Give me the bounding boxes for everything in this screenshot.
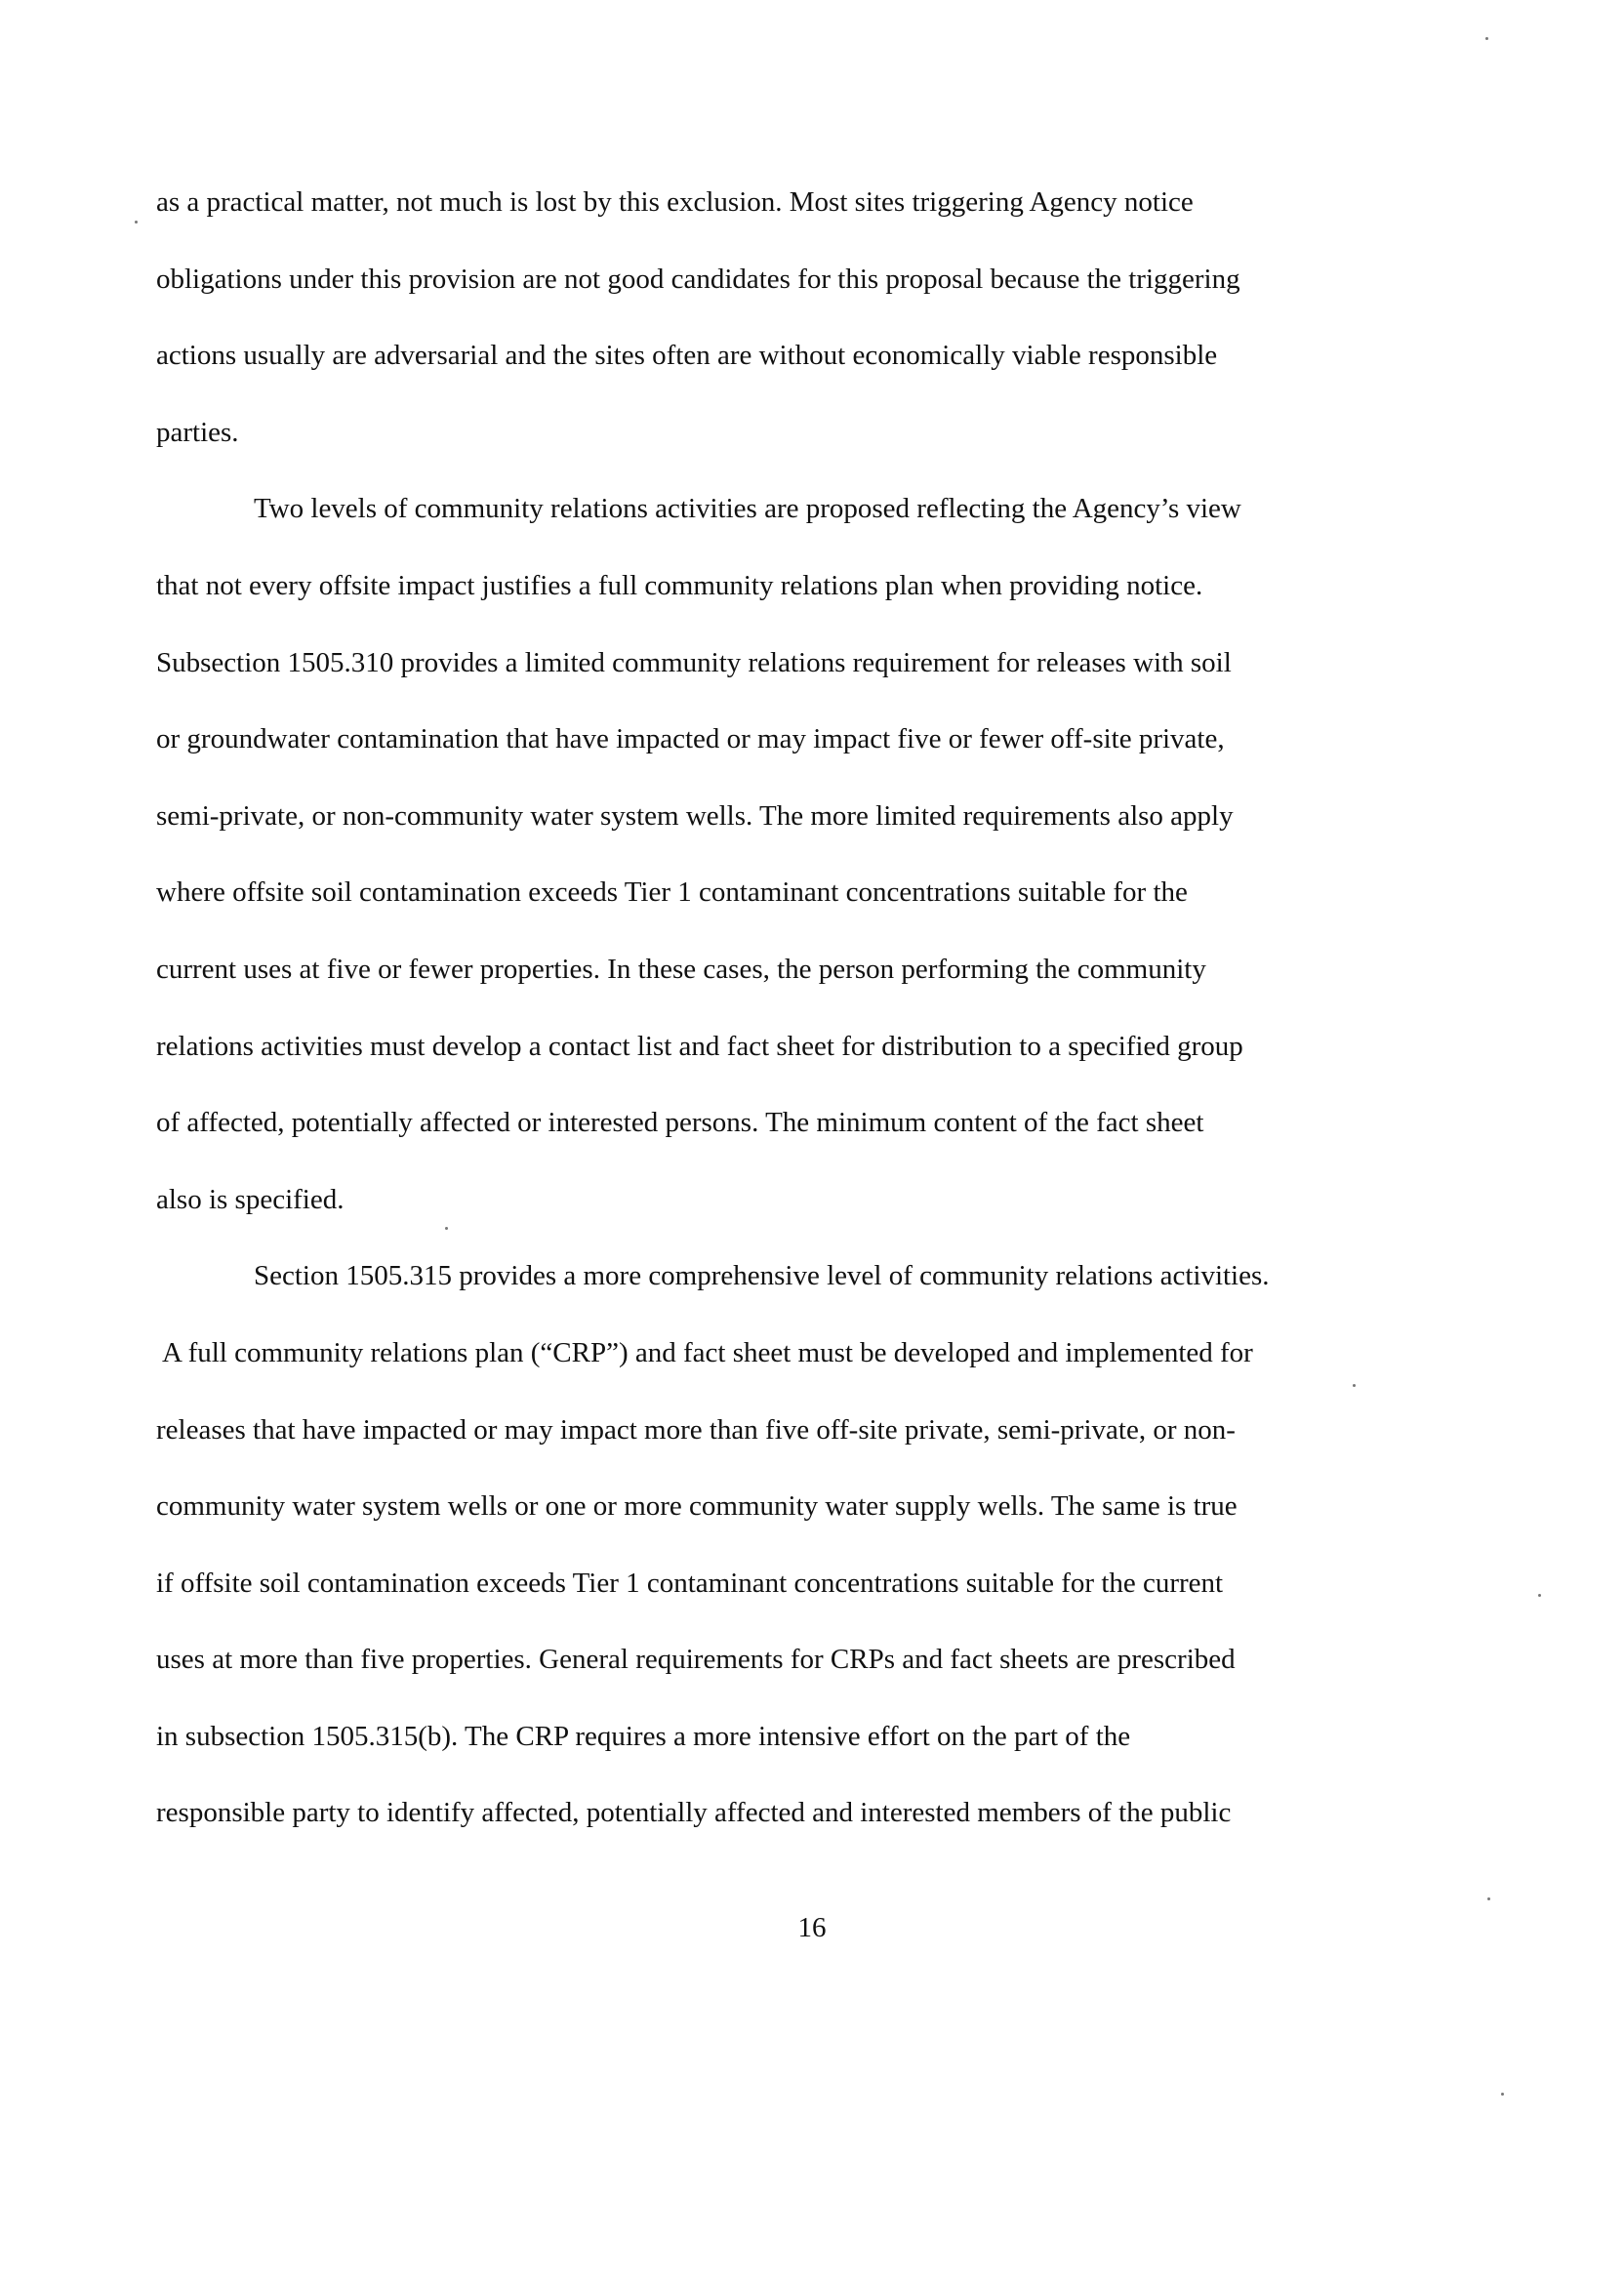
text-line: if offsite soil contamination exceeds Tier 1 contaminant concentrations suitable for the current (156, 1567, 1224, 1599)
text-line: Subsection 1505.310 provides a limited community relations requirement for releases with soil (156, 646, 1232, 678)
text-line: obligations under this provision are not good candidates for this proposal because the triggering (156, 263, 1240, 295)
scan-speck (1485, 37, 1488, 40)
scan-speck (1501, 2093, 1504, 2096)
text-line: relations activities must develop a contact list and fact sheet for distribution to a specified group (156, 1030, 1243, 1062)
text-line: community water system wells or one or more community water supply wells. The same is true (156, 1490, 1238, 1523)
scan-speck (445, 1227, 448, 1230)
text-line: parties. (156, 416, 239, 448)
text-line: A full community relations plan (“CRP”) and fact sheet must be developed and implemented for (162, 1336, 1253, 1368)
scan-speck (1487, 1897, 1490, 1900)
text-line: in subsection 1505.315(b). The CRP requires a more intensive effort on the part of the (156, 1720, 1131, 1752)
text-line: current uses at five or fewer properties. In these cases, the person performing the community (156, 953, 1206, 985)
scan-speck (1353, 1384, 1356, 1387)
text-line: that not every offsite impact justifies a full community relations plan when providing notice. (156, 569, 1203, 601)
paragraph-first-line: Section 1505.315 provides a more comprehensive level of community relations activities. (254, 1260, 1270, 1292)
body-text (156, 164, 1435, 1852)
scan-speck (1538, 1594, 1541, 1597)
text-line: or groundwater contamination that have impacted or may impact five or fewer off-site private, (156, 723, 1225, 755)
text-line: as a practical matter, not much is lost by this exclusion. Most sites triggering Agency notice (156, 186, 1194, 218)
paragraph-first-line: Two levels of community relations activities are proposed reflecting the Agency’s view (254, 493, 1241, 525)
text-line: releases that have impacted or may impact more than five off-site private, semi-private, or non- (156, 1413, 1236, 1446)
text-line: of affected, potentially affected or interested persons. The minimum content of the fact sheet (156, 1107, 1204, 1139)
page-number: 16 (797, 1912, 827, 1943)
text-line: responsible party to identify affected, potentially affected and interested members of the public (156, 1797, 1232, 1829)
text-line: semi-private, or non-community water system wells. The more limited requirements also apply (156, 799, 1234, 832)
text-line: also is specified. (156, 1183, 345, 1215)
text-line: actions usually are adversarial and the sites often are without economically viable responsible (156, 340, 1218, 372)
text-line: where offsite soil contamination exceeds Tier 1 contaminant concentrations suitable for the (156, 876, 1188, 909)
scan-speck (135, 221, 138, 224)
text-line: uses at more than five properties. General requirements for CRPs and fact sheets are prescribed (156, 1644, 1236, 1676)
